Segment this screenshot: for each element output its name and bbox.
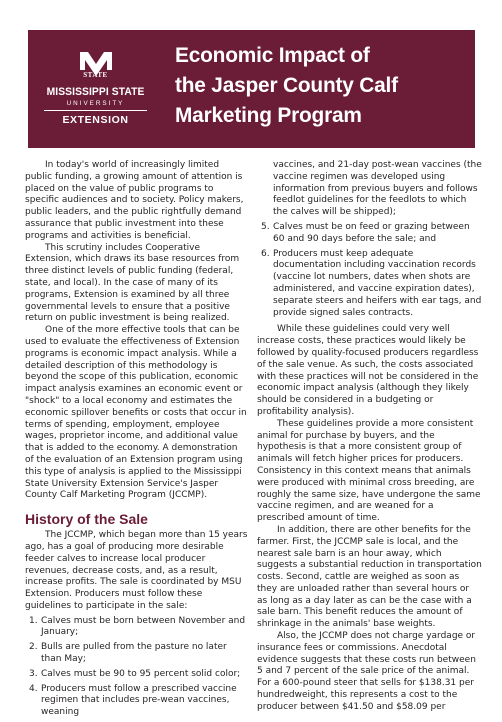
list-item xyxy=(25,669,248,681)
list-item xyxy=(25,642,248,666)
list-item-text: Producers must keep adequate documentation including vaccination records (vaccine lot numbers, dates when shots are administered, and vaccine expiration dates), separate steers and heifers with ear tags, and provide signed sales contracts. xyxy=(273,248,482,318)
list-item-text: Calves must be on feed or grazing between 60 and 90 days before the sale; and xyxy=(273,221,470,244)
title-line: Marketing Program xyxy=(175,103,362,127)
list-item-continuation xyxy=(257,160,482,219)
list-number: 5. xyxy=(261,221,270,232)
logo-extension-word: EXTENSION xyxy=(62,114,129,126)
list-item xyxy=(25,616,248,640)
list-number: 4. xyxy=(29,683,38,694)
list-number: 6. xyxy=(261,248,270,259)
list-item-text: vaccines, and 21-day post-wean vaccines (the vaccine regimen was developed using information from previous buyers and follows feedlot guidelines for the feedlots to which the calves will be shipped); xyxy=(273,160,482,218)
list-number: 1. xyxy=(29,615,38,626)
list-item-text: Calves must be 90 to 95 percent solid color; xyxy=(41,668,241,679)
body-paragraph: One of the more effective tools that can be used to evaluate the effectiveness of Extension programs is economic impact analysis. While a detailed description of this methodology is beyond the scope of this publication, economic impact analysis examines an economic event or "shock" to a local economy and estimates the economic spillover benefits or costs that occur in terms of spending, employment, employee wages, proprietor income, and additional value that is added to the economy. A demonstration of the evaluation of an Extension program using this type of analysis is applied to the Mississippi State University Extension Service's Jasper County Calf Marketing Program (JCCMP). xyxy=(25,325,247,501)
title-banner xyxy=(28,30,475,148)
logo-university-name: MISSISSIPPI STATE xyxy=(46,86,145,98)
list-item-text: Producers must follow a prescribed vaccine regimen that includes pre-wean vaccines, weaning xyxy=(41,683,237,718)
list-number: 2. xyxy=(29,642,38,653)
logo-university-word: UNIVERSITY xyxy=(66,100,125,107)
left-column xyxy=(25,160,248,722)
body-paragraph: The JCCMP, which began more than 15 years ago, has a goal of producing more desirable feeder calves to increase local producer revenues, decrease costs, and, as a result, increase profits. The sale is coordinated by MSU Extension. Producers must follow these guidelines to participate in the sale: xyxy=(25,530,248,611)
guidelines-list-continued xyxy=(257,160,482,319)
section-heading: History of the Sale xyxy=(25,511,148,528)
body-paragraph: In addition, there are other benefits for the farmer. First, the JCCMP sale is local, and the nearest sale barn is an hour away, which suggests a substantial reduction in transportation costs. Second, cattle are weighed as soon as they are unloaded rather than several hours or as long as a day later as can be the case with a sale barn. This benefit reduces the amount of shrinkage in the animals' base weights. xyxy=(257,524,482,630)
guidelines-list xyxy=(25,616,248,719)
list-item xyxy=(257,222,482,246)
msu-extension-logo xyxy=(28,30,163,148)
page-title xyxy=(175,40,475,130)
body-paragraph: Also, the JCCMP does not charge yardage or insurance fees or commissions. Anecdotal evidence suggests that these costs run between 5 and 7 percent of the sale price of the animal. For a 600-pound steer that sells for $138.31 per hundredweight, this represents a cost to the producer between $41.50 and $58.09 per xyxy=(257,631,476,712)
logo-state-text: STATE xyxy=(83,71,108,79)
body-paragraph: In today's world of increasingly limited public funding, a growing amount of attention is placed on the value of public programs to specific audiences and to society. Policy makers, public leaders, and the public rightfully demand assurance that public investment into these programs and activities is beneficial. xyxy=(25,160,244,241)
body-paragraph: This scrutiny includes Cooperative Extension, which draws its base resources from three distinct levels of public funding (federal, state, and local). In the case of many of its programs, Extension is examined by all three governmental levels to ensure that a positive return on public investment is being realized. xyxy=(25,242,240,324)
title-line: Economic Impact of xyxy=(175,43,370,67)
list-item-text: Bulls are pulled from the pasture no later than May; xyxy=(41,642,227,665)
logo-divider xyxy=(44,110,147,111)
body-paragraph: These guidelines provide a more consistent animal for purchase by buyers, and the hypothesis is that a more consistent group of animals will fetch higher prices for producers. Consistency in this context means that animals were produced with minimal cross breeding, are roughly the same size, have undergone the same vaccine regimen, and are weaned for a prescribed amount of time. xyxy=(257,418,481,524)
list-number: 3. xyxy=(29,668,38,679)
list-item-text: Calves must be born between November and January; xyxy=(41,615,246,638)
right-column xyxy=(257,160,482,714)
list-item xyxy=(257,249,482,320)
list-item xyxy=(25,684,248,719)
body-paragraph: While these guidelines could very well increase costs, these practices would likely be followed by quality-focused producers regardless of the sale venue. As such, the costs associated with these practices will not be considered in the economic impact analysis (although they likely should be considered in a budgeting or profitability analysis). xyxy=(257,324,479,417)
title-line: the Jasper County Calf xyxy=(175,73,398,97)
